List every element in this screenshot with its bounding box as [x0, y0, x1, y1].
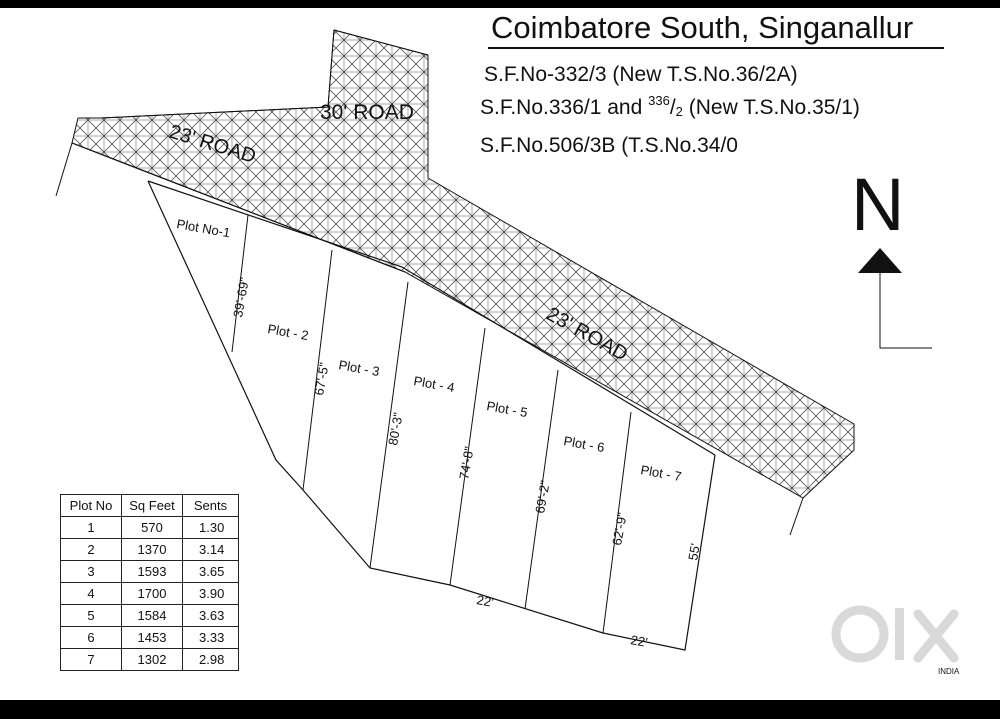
plot-label-5: Plot - 5	[485, 398, 529, 421]
cell-sq-feet: 1302	[122, 649, 183, 671]
survey-line-2-suffix: (New T.S.No.35/1)	[688, 96, 860, 119]
north-label: N	[851, 163, 905, 246]
cell-sents: 3.65	[183, 561, 239, 583]
survey-fraction-denominator: 2	[675, 104, 683, 119]
fraction-slash: /	[669, 96, 676, 119]
plot-label-2: Plot - 2	[266, 321, 310, 344]
left-road-label: 23' ROAD	[166, 120, 259, 168]
cell-sq-feet: 1453	[122, 627, 183, 649]
cell-sq-feet: 1700	[122, 583, 183, 605]
dimension-plot-4-depth: 74'-8"	[456, 445, 477, 481]
plot-label-6: Plot - 6	[562, 433, 606, 456]
dimension-plot-6-depth: 62'-9"	[609, 511, 630, 547]
dimension-frontage-1: 22'	[475, 592, 495, 610]
right-road-label: 23' ROAD	[542, 303, 632, 366]
table-row	[61, 605, 239, 627]
plot-area-table	[60, 494, 239, 671]
survey-line-3: S.F.No.506/3B (T.S.No.34/0	[480, 134, 738, 157]
north-arrow-stem	[880, 273, 932, 348]
cell-sents: 2.98	[183, 649, 239, 671]
left-margin-line	[56, 143, 72, 196]
cell-plot-no: 1	[61, 517, 122, 539]
dimension-frontage-2: 22'	[629, 632, 649, 650]
dimension-plot-3-depth: 80'-3"	[385, 411, 406, 447]
column-header-sq-feet: Sq Feet	[122, 495, 183, 517]
column-header-sents: Sents	[183, 495, 239, 517]
cell-sq-feet: 1370	[122, 539, 183, 561]
cell-sq-feet: 1593	[122, 561, 183, 583]
plot-label-3: Plot - 3	[337, 357, 381, 380]
dimension-plot-7-depth: 55'	[685, 542, 703, 562]
drawing-title: Coimbatore South, Singanallur	[491, 10, 914, 45]
cell-plot-no: 3	[61, 561, 122, 583]
column-header-plot-no: Plot No	[61, 495, 122, 517]
survey-line-2	[480, 93, 860, 120]
dimension-plot-1-depth: 39'-69"	[230, 276, 252, 319]
watermark-subtext: INDIA	[938, 667, 960, 676]
title-underline	[488, 47, 944, 49]
north-arrow-head	[858, 248, 902, 273]
table-row	[61, 539, 239, 561]
cell-sents: 3.33	[183, 627, 239, 649]
plot-label-1: Plot No-1	[175, 216, 232, 241]
cell-plot-no: 5	[61, 605, 122, 627]
plot-label-4: Plot - 4	[412, 373, 456, 396]
table-row	[61, 627, 239, 649]
road-edge-top	[78, 30, 334, 118]
survey-fraction-numerator: 336	[648, 93, 670, 108]
olx-watermark-logo	[826, 600, 976, 680]
table-row	[61, 517, 239, 539]
dimension-plot-2-depth: 67'-5"	[311, 361, 332, 397]
table-row	[61, 583, 239, 605]
cell-sents: 3.63	[183, 605, 239, 627]
cell-sents: 1.30	[183, 517, 239, 539]
right-margin-line	[790, 498, 803, 535]
cell-plot-no: 4	[61, 583, 122, 605]
dimension-plot-5-depth: 69'-2"	[532, 479, 553, 515]
survey-line-2-prefix: S.F.No.336/1 and	[480, 96, 643, 119]
cell-plot-no: 6	[61, 627, 122, 649]
cell-plot-no: 2	[61, 539, 122, 561]
plot-label-7: Plot - 7	[639, 462, 683, 485]
cell-sq-feet: 570	[122, 517, 183, 539]
cell-sents: 3.14	[183, 539, 239, 561]
top-road-label: 30' ROAD	[320, 101, 414, 124]
cell-sents: 3.90	[183, 583, 239, 605]
bottom-border	[0, 700, 1000, 719]
survey-line-1: S.F.No-332/3 (New T.S.No.36/2A)	[484, 63, 798, 86]
table-row	[61, 561, 239, 583]
cell-plot-no: 7	[61, 649, 122, 671]
top-border	[0, 0, 1000, 8]
cell-sq-feet: 1584	[122, 605, 183, 627]
table-header-row	[61, 495, 239, 517]
table-row	[61, 649, 239, 671]
